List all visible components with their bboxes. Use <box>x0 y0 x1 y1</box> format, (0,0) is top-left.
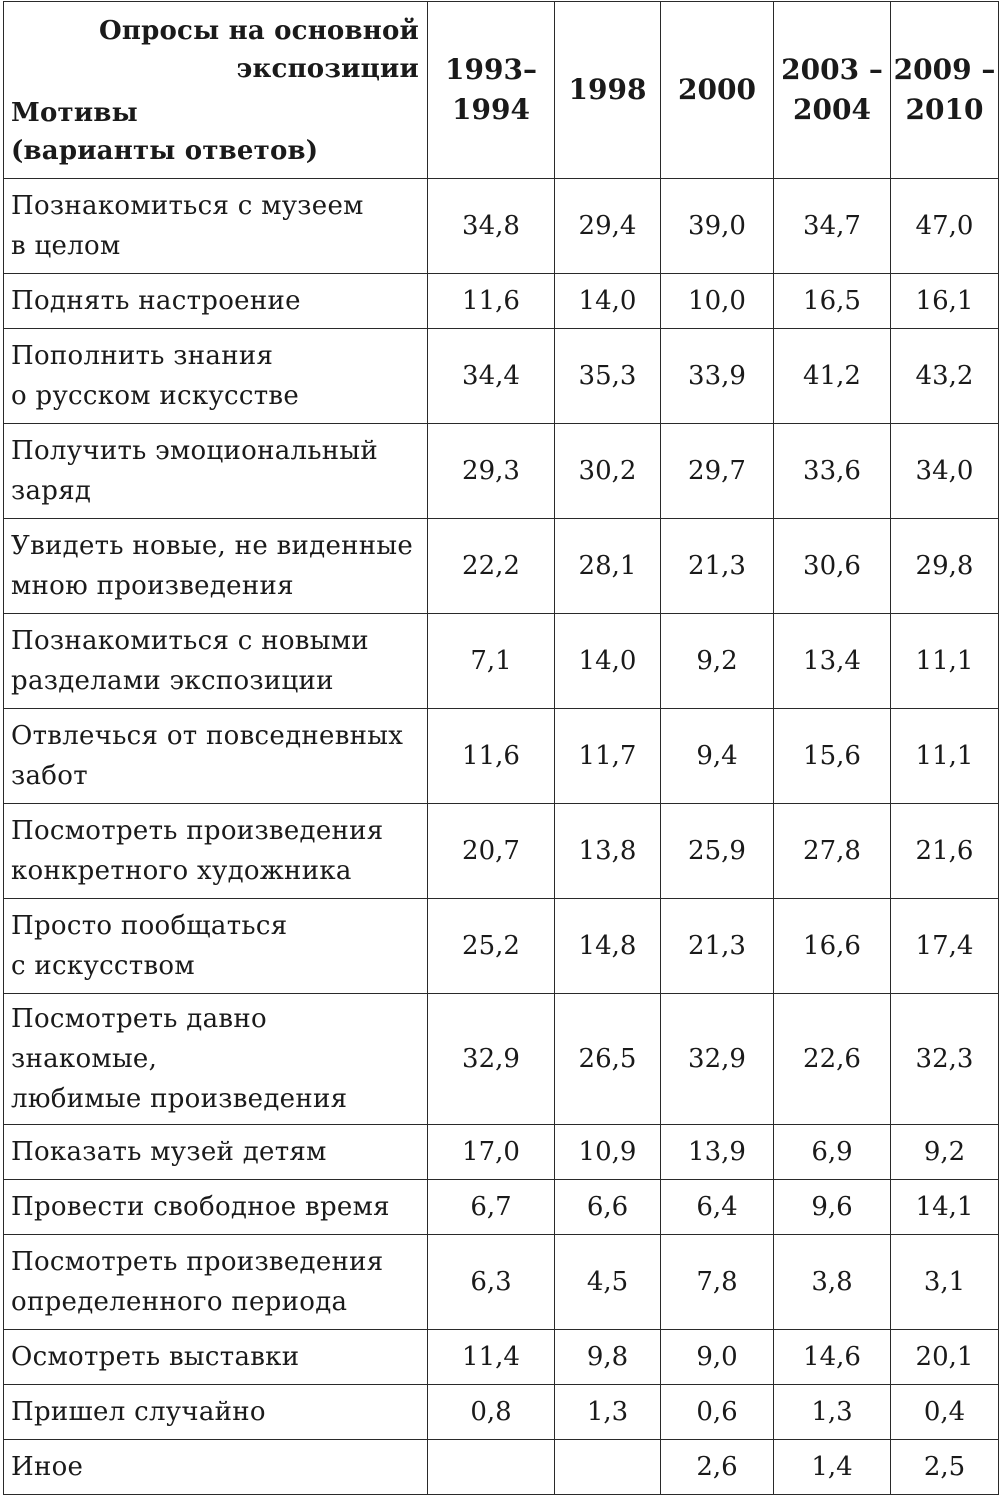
motive-label-line: о русском искусстве <box>11 381 300 411</box>
motive-label-cell <box>4 709 428 804</box>
percent-value-cell: 21,3 <box>661 899 774 994</box>
table-row <box>4 274 999 329</box>
year-header-line: 2004 <box>793 93 871 126</box>
year-header-line: 2010 <box>905 93 984 126</box>
percent-value-cell: 6,4 <box>661 1180 774 1235</box>
motive-label-cell <box>4 1235 428 1330</box>
percent-value-cell: 9,4 <box>661 709 774 804</box>
percent-value-cell: 1,3 <box>555 1385 661 1440</box>
percent-value-cell: 32,9 <box>661 994 774 1125</box>
header-corner-cell <box>4 2 428 179</box>
surveys-caption <box>99 12 419 88</box>
percent-value-cell: 22,6 <box>774 994 891 1125</box>
surveys-caption-line-2: экспозиции <box>236 54 419 84</box>
percent-value-cell: 22,2 <box>428 519 555 614</box>
motives-caption-line-2: (варианты ответов) <box>11 136 319 166</box>
percent-value-cell: 29,8 <box>891 519 999 614</box>
percent-value-cell: 20,7 <box>428 804 555 899</box>
motive-label-line: любимые произведения <box>11 1084 348 1114</box>
percent-value-cell: 34,0 <box>891 424 999 519</box>
motive-label-cell <box>4 804 428 899</box>
percent-value-cell: 11,1 <box>891 709 999 804</box>
year-header-2000 <box>661 2 774 179</box>
percent-value-cell: 14,6 <box>774 1330 891 1385</box>
percent-value-cell: 30,6 <box>774 519 891 614</box>
percent-value-cell: 34,7 <box>774 179 891 274</box>
percent-value-cell: 29,3 <box>428 424 555 519</box>
percent-value-cell: 17,4 <box>891 899 999 994</box>
motive-label-cell <box>4 1385 428 1440</box>
percent-value-cell: 25,2 <box>428 899 555 994</box>
percent-value-cell: 0,4 <box>891 1385 999 1440</box>
percent-value-cell: 6,9 <box>774 1125 891 1180</box>
percent-value-cell: 6,6 <box>555 1180 661 1235</box>
table-row <box>4 614 999 709</box>
percent-value-cell: 0,6 <box>661 1385 774 1440</box>
motive-label-line: Пополнить знания <box>11 341 274 371</box>
percent-value-cell: 21,6 <box>891 804 999 899</box>
percent-value-cell: 35,3 <box>555 329 661 424</box>
percent-value-cell: 29,7 <box>661 424 774 519</box>
percent-value-cell: 34,8 <box>428 179 555 274</box>
percent-value-cell: 9,0 <box>661 1330 774 1385</box>
motive-label-line: забот <box>11 761 88 791</box>
motive-label-line: Познакомиться с музеем <box>11 191 364 221</box>
motive-label-cell <box>4 994 428 1125</box>
year-header-2009-2010 <box>891 2 999 179</box>
year-header-line: 1998 <box>568 73 647 106</box>
motive-label-line: заряд <box>11 476 92 506</box>
year-header-line: 1993– <box>445 53 537 86</box>
motive-label-cell <box>4 1180 428 1235</box>
percent-value-cell: 32,9 <box>428 994 555 1125</box>
percent-value-cell: 6,3 <box>428 1235 555 1330</box>
year-header-line: 2009 – <box>893 53 996 86</box>
survey-motives-table <box>3 1 999 1495</box>
motive-label-line: Провести свободное время <box>11 1192 390 1222</box>
motive-label-line: мною произведения <box>11 571 294 601</box>
motive-label-line: с искусством <box>11 951 195 981</box>
percent-value-cell: 13,9 <box>661 1125 774 1180</box>
motive-label-line: Увидеть новые, не виденные <box>11 531 414 561</box>
motive-label-cell <box>4 1125 428 1180</box>
motive-label-cell <box>4 329 428 424</box>
year-header-1993-1994 <box>428 2 555 179</box>
percent-value-cell: 11,7 <box>555 709 661 804</box>
percent-value-cell: 7,1 <box>428 614 555 709</box>
motive-label-line: Отвлечься от повседневных <box>11 721 404 751</box>
table-row <box>4 329 999 424</box>
percent-value-cell: 9,2 <box>891 1125 999 1180</box>
percent-value-cell: 21,3 <box>661 519 774 614</box>
motives-caption-line-1: Мотивы <box>11 98 138 128</box>
motive-label-line: Осмотреть выставки <box>11 1342 300 1372</box>
motive-label-cell <box>4 1330 428 1385</box>
percent-value-cell: 13,4 <box>774 614 891 709</box>
table-row <box>4 424 999 519</box>
percent-value-cell: 14,0 <box>555 614 661 709</box>
percent-value-cell: 41,2 <box>774 329 891 424</box>
table-row <box>4 1235 999 1330</box>
motive-label-line: Получить эмоциональный <box>11 436 379 466</box>
percent-value-cell: 9,2 <box>661 614 774 709</box>
percent-value-cell: 20,1 <box>891 1330 999 1385</box>
percent-value-cell: 2,5 <box>891 1440 999 1495</box>
motive-label-line: Поднять настроение <box>11 286 301 316</box>
table-row <box>4 709 999 804</box>
percent-value-cell: 11,6 <box>428 709 555 804</box>
percent-value-cell: 43,2 <box>891 329 999 424</box>
percent-value-cell <box>428 1440 555 1495</box>
motive-label-line: в целом <box>11 231 121 261</box>
year-header-line: 2000 <box>678 73 756 106</box>
percent-value-cell: 3,8 <box>774 1235 891 1330</box>
percent-value-cell: 1,3 <box>774 1385 891 1440</box>
year-header-line: 2003 – <box>781 53 883 86</box>
percent-value-cell: 27,8 <box>774 804 891 899</box>
table-row <box>4 1385 999 1440</box>
table-row <box>4 1440 999 1495</box>
percent-value-cell: 47,0 <box>891 179 999 274</box>
percent-value-cell: 28,1 <box>555 519 661 614</box>
motive-label-line: определенного периода <box>11 1287 348 1317</box>
motive-label-line: Посмотреть произведения <box>11 1247 384 1277</box>
percent-value-cell: 4,5 <box>555 1235 661 1330</box>
percent-value-cell: 16,5 <box>774 274 891 329</box>
motive-label-cell <box>4 179 428 274</box>
percent-value-cell: 13,8 <box>555 804 661 899</box>
table-row <box>4 804 999 899</box>
percent-value-cell: 16,1 <box>891 274 999 329</box>
percent-value-cell: 34,4 <box>428 329 555 424</box>
percent-value-cell: 32,3 <box>891 994 999 1125</box>
motive-label-line: Показать музей детям <box>11 1137 327 1167</box>
percent-value-cell: 9,8 <box>555 1330 661 1385</box>
percent-value-cell: 1,4 <box>774 1440 891 1495</box>
motive-label-line: Просто пообщаться <box>11 911 288 941</box>
percent-value-cell: 11,1 <box>891 614 999 709</box>
percent-value-cell: 26,5 <box>555 994 661 1125</box>
motive-label-line: Посмотреть давно знакомые, <box>11 1004 267 1074</box>
motive-label-cell <box>4 614 428 709</box>
table-row <box>4 519 999 614</box>
motives-caption <box>11 94 318 170</box>
motive-label-cell <box>4 1440 428 1495</box>
table-row <box>4 179 999 274</box>
motive-label-line: Пришел случайно <box>11 1397 266 1427</box>
header-row <box>4 2 999 179</box>
table-row <box>4 899 999 994</box>
percent-value-cell: 14,0 <box>555 274 661 329</box>
motive-label-line: Иное <box>11 1452 84 1482</box>
percent-value-cell: 14,1 <box>891 1180 999 1235</box>
motive-label-line: разделами экспозиции <box>11 666 334 696</box>
motive-label-line: Посмотреть произведения <box>11 816 384 846</box>
percent-value-cell: 30,2 <box>555 424 661 519</box>
percent-value-cell: 16,6 <box>774 899 891 994</box>
table-row <box>4 1180 999 1235</box>
motive-label-line: конкретного художника <box>11 856 352 886</box>
motive-label-cell <box>4 519 428 614</box>
year-header-line: 1994 <box>452 93 530 126</box>
motive-label-cell <box>4 899 428 994</box>
motive-label-cell <box>4 424 428 519</box>
percent-value-cell: 15,6 <box>774 709 891 804</box>
percent-value-cell: 17,0 <box>428 1125 555 1180</box>
percent-value-cell: 29,4 <box>555 179 661 274</box>
surveys-caption-line-1: Опросы на основной <box>99 16 419 46</box>
motive-label-line: Познакомиться с новыми <box>11 626 369 656</box>
percent-value-cell: 25,9 <box>661 804 774 899</box>
percent-value-cell: 7,8 <box>661 1235 774 1330</box>
percent-value-cell: 14,8 <box>555 899 661 994</box>
table-row <box>4 1125 999 1180</box>
year-header-1998 <box>555 2 661 179</box>
percent-value-cell: 10,9 <box>555 1125 661 1180</box>
percent-value-cell: 33,9 <box>661 329 774 424</box>
table-row <box>4 994 999 1125</box>
motive-label-cell <box>4 274 428 329</box>
percent-value-cell: 2,6 <box>661 1440 774 1495</box>
year-header-2003-2004 <box>774 2 891 179</box>
percent-value-cell: 33,6 <box>774 424 891 519</box>
percent-value-cell: 39,0 <box>661 179 774 274</box>
percent-value-cell: 10,0 <box>661 274 774 329</box>
percent-value-cell: 3,1 <box>891 1235 999 1330</box>
percent-value-cell: 0,8 <box>428 1385 555 1440</box>
percent-value-cell: 11,6 <box>428 274 555 329</box>
percent-value-cell: 6,7 <box>428 1180 555 1235</box>
table-row <box>4 1330 999 1385</box>
percent-value-cell <box>555 1440 661 1495</box>
percent-value-cell: 9,6 <box>774 1180 891 1235</box>
table-body <box>4 179 999 1495</box>
percent-value-cell: 11,4 <box>428 1330 555 1385</box>
